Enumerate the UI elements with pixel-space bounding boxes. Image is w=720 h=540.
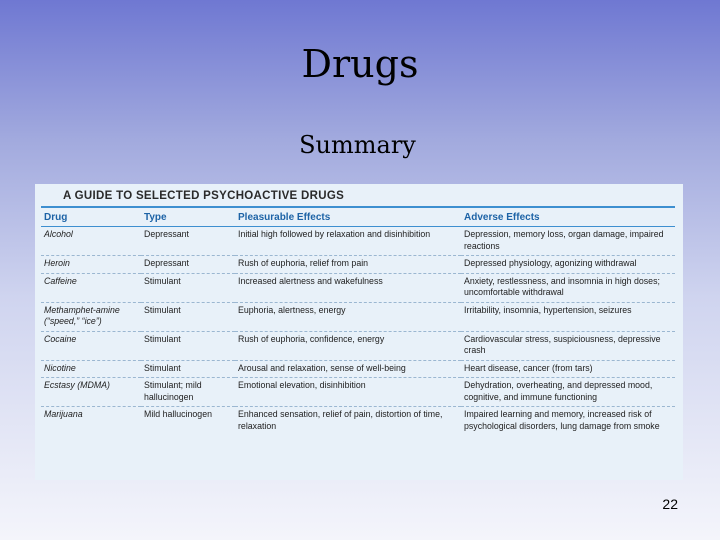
table-row	[41, 273, 675, 302]
adverse-effects-cell: Impaired learning and memory, increased risk of psychological disorders, lung damage from smoke	[464, 409, 660, 431]
drug-table	[41, 208, 675, 435]
pleasurable-effects-cell: Euphoria, alertness, energy	[235, 302, 461, 331]
pleasurable-effects-cell: Initial high followed by relaxation and disinhibition	[235, 227, 461, 256]
drug-cell: Caffeine	[41, 273, 141, 302]
adverse-effects-cell: Heart disease, cancer (from tars)	[461, 360, 675, 378]
pleasurable-effects-cell: Emotional elevation, disinhibition	[235, 378, 461, 407]
type-cell: Mild hallucinogen	[144, 409, 212, 419]
pleasurable-effects-cell: Rush of euphoria, confidence, energy	[235, 331, 461, 360]
drug-cell: Nicotine	[41, 360, 141, 378]
type-cell: Stimulant	[141, 302, 235, 331]
adverse-effects-cell: Anxiety, restlessness, and insomnia in high doses; uncomfortable withdrawal	[461, 273, 675, 302]
table-row	[41, 378, 675, 407]
adverse-effects-cell: Dehydration, overheating, and depressed mood, cognitive, and immune functioning	[461, 378, 675, 407]
table-row	[41, 331, 675, 360]
adverse-effects-cell: Cardiovascular stress, suspiciousness, depressive crash	[461, 331, 675, 360]
drug-cell: Marijuana	[44, 409, 83, 419]
table-row	[41, 227, 675, 256]
drug-cell: Methamphet-amine (“speed,” “ice”)	[41, 302, 141, 331]
table-row	[41, 256, 675, 274]
page-number: 22	[662, 496, 678, 512]
type-cell: Stimulant	[141, 331, 235, 360]
figure-heading: A GUIDE TO SELECTED PSYCHOACTIVE DRUGS	[63, 190, 345, 202]
drug-cell: Alcohol	[41, 227, 141, 256]
column-header-drug: Drug	[41, 208, 141, 227]
drug-cell: Heroin	[41, 256, 141, 274]
pleasurable-effects-cell: Arousal and relaxation, sense of well-being	[235, 360, 461, 378]
table-row	[41, 302, 675, 331]
type-cell: Stimulant	[141, 360, 235, 378]
slide-title: Drugs	[301, 42, 419, 86]
drug-guide-figure	[35, 184, 683, 480]
pleasurable-effects-cell: Rush of euphoria, relief from pain	[235, 256, 461, 274]
table-row	[41, 407, 675, 436]
type-cell: Stimulant	[141, 273, 235, 302]
drug-cell: Ecstasy (MDMA)	[41, 378, 141, 407]
table-header-row	[41, 208, 675, 227]
pleasurable-effects-cell: Enhanced sensation, relief of pain, distortion of time, relaxation	[238, 409, 443, 431]
type-cell: Depressant	[141, 256, 235, 274]
type-cell: Depressant	[141, 227, 235, 256]
type-cell: Stimulant; mild hallucinogen	[141, 378, 235, 407]
column-header-adverse-effects: Adverse Effects	[461, 208, 675, 227]
slide-subtitle: Summary	[299, 131, 416, 159]
pleasurable-effects-cell: Increased alertness and wakefulness	[235, 273, 461, 302]
column-header-pleasurable-effects: Pleasurable Effects	[235, 208, 461, 227]
column-header-type: Type	[141, 208, 235, 227]
drug-cell: Cocaine	[41, 331, 141, 360]
adverse-effects-cell: Depressed physiology, agonizing withdrawal	[461, 256, 675, 274]
table-row	[41, 360, 675, 378]
adverse-effects-cell: Irritability, insomnia, hypertension, seizures	[461, 302, 675, 331]
adverse-effects-cell: Depression, memory loss, organ damage, impaired reactions	[461, 227, 675, 256]
